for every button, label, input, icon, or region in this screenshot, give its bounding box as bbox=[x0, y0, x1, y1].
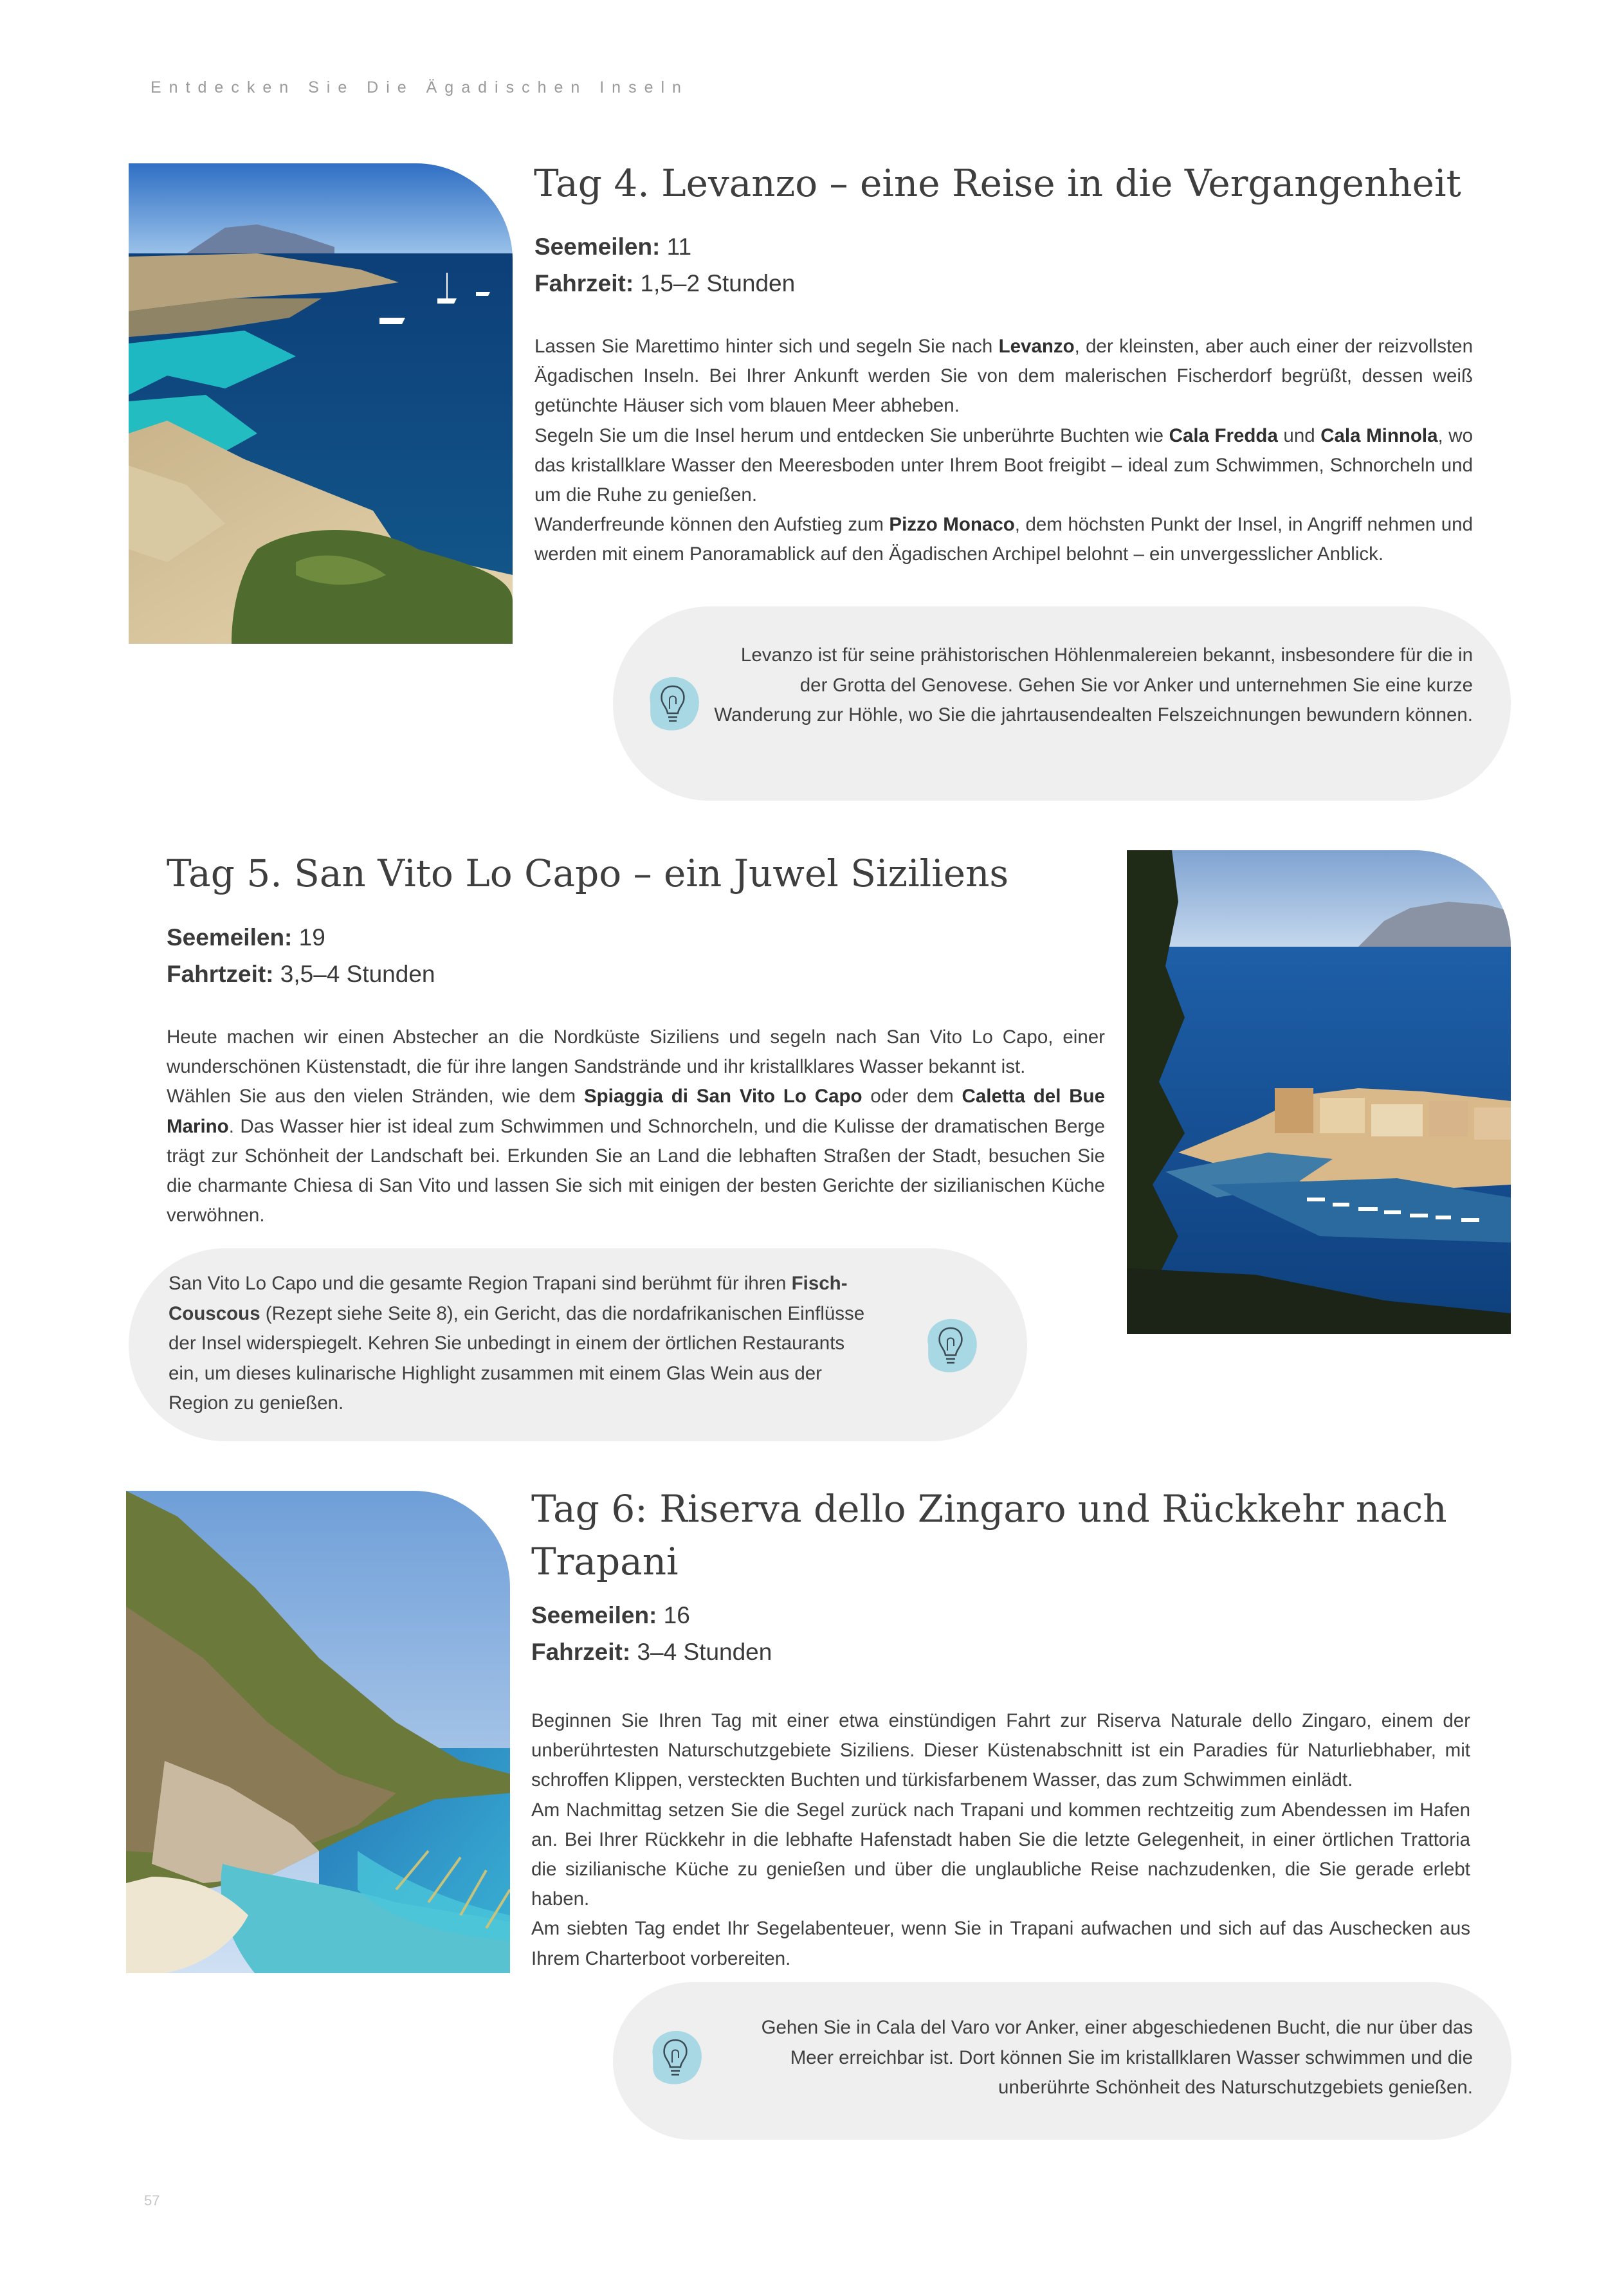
day5-nautical-miles: Seemeilen: 19 bbox=[167, 924, 325, 951]
bold-text: Cala Minnola bbox=[1320, 424, 1438, 446]
day5-meta bbox=[167, 919, 435, 992]
bold-text: Pizzo Monaco bbox=[889, 514, 1015, 536]
day4-meta bbox=[534, 228, 795, 302]
paragraph bbox=[167, 1082, 1105, 1230]
day6-meta bbox=[531, 1597, 772, 1670]
zingaro-reserve-photo bbox=[126, 1491, 510, 1973]
day5-body bbox=[167, 1023, 1105, 1230]
paragraph bbox=[534, 510, 1473, 569]
bold-text: Spiaggia di San Vito Lo Capo bbox=[583, 1086, 862, 1107]
bold-text: Levanzo bbox=[998, 336, 1075, 357]
text-run: , dem höchsten Punkt der Insel, in Angriff nehmen und werden mit einem Panoramablick auf den Ägadischen Archipel belohnt – ein unvergesslicher Anblick. bbox=[534, 514, 1473, 565]
text-run: Segeln Sie um die Insel herum und entdecken Sie unberührte Buchten wie bbox=[534, 424, 1169, 446]
text-run: (Rezept siehe Seite 8), ein Gericht, das die nordafrikanischen Einflüsse der Insel widerspiegelt. Kehren Sie unbedingt in einem der örtlichen Restaurants ein, um dieses kulinarische Highlight zusammen mit einem Glas Wein aus der Region zu genießen. bbox=[169, 1302, 865, 1414]
text-run: oder dem bbox=[862, 1086, 962, 1107]
paragraph bbox=[531, 1796, 1470, 1915]
day5-sailing-time: Fahrtzeit: 3,5–4 Stunden bbox=[167, 961, 435, 987]
text-run: Wanderfreunde können den Aufstieg zum bbox=[534, 514, 890, 536]
paragraph bbox=[167, 1023, 1105, 1082]
san-vito-harbour-photo bbox=[1127, 850, 1511, 1334]
day4-body bbox=[534, 332, 1473, 570]
day6-tip-text: Gehen Sie in Cala del Varo vor Anker, einer abgeschiedenen Bucht, die nur über das Meer erreichbar ist. Dort können Sie im kristallklaren Wasser schwimmen und die unberührte Schönheit des Naturschutzgebiets genießen. bbox=[761, 2017, 1473, 2098]
text-run: , der kleinsten, aber auch einer der reizvollsten Ägadischen Inseln. Bei Ihrer Ankunft werden Sie von dem malerischen Fischerdorf begrüßt, dessen weiß getünchte Häuser sich vom blauen Meer abheben. bbox=[534, 336, 1473, 417]
day4-tip-text: Levanzo ist für seine prähistorischen Höhlenmalereien bekannt, insbesondere für die in der Grotta del Genovese. Gehen Sie vor Anker und unternehmen Sie eine kurze Wanderung zur Höhle, wo Sie die jahrtausendealten Felszeichnungen bewundern können. bbox=[714, 644, 1473, 725]
day4-sailing-time: Fahrzeit: 1,5–2 Stunden bbox=[534, 270, 796, 296]
lightbulb-icon bbox=[915, 1309, 986, 1380]
text-run: San Vito Lo Capo und die gesamte Region Trapani sind berühmt für ihren bbox=[169, 1273, 792, 1294]
day6-sailing-time: Fahrzeit: 3–4 Stunden bbox=[531, 1639, 772, 1665]
text-run: , wo das kristallklare Wasser den Meeresboden unter Ihrem Boot freigibt – ideal zum Schwimmen, Schnorcheln und um die Ruhe zu genießen. bbox=[534, 424, 1473, 506]
bold-text: Cala Fredda bbox=[1169, 424, 1278, 446]
page-number: 57 bbox=[144, 2192, 160, 2209]
bold-text: Caletta del Bue Marino bbox=[167, 1086, 1105, 1137]
text-run: Beginnen Sie Ihren Tag mit einer etwa einstündigen Fahrt zur Riserva Naturale dello Zingaro, einem der unberührtesten Naturschutzgebiete Siziliens. Dieser Küstenabschnitt ist ein Paradies für Naturliebhaber, mit schroffen Klippen, versteckten Buchten und türkisfarbenem Wasser, das zum Schwimmen einlädt. bbox=[531, 1710, 1470, 1791]
paragraph bbox=[531, 1706, 1470, 1796]
text-run: Am Nachmittag setzen Sie die Segel zurück nach Trapani und kommen rechtzeitig zum Abendessen im Hafen an. Bei Ihrer Rückkehr in die lebhafte Hafenstadt haben Sie die letzte Gelegenheit, in einer örtlichen Trattoria die sizilianische Küche zu genießen und über die unglaubliche Reise nachzudenken, die Sie gerade erlebt haben. bbox=[531, 1799, 1470, 1910]
paragraph bbox=[534, 332, 1473, 421]
day5-tip-text bbox=[169, 1269, 876, 1419]
text-run: Heute machen wir einen Abstecher an die Nordküste Siziliens und segeln nach San Vito Lo Capo, einer wunderschönen Küstenstadt, die für ihre langen Sandstrände und ihr kristallklares Wasser bekannt ist. bbox=[167, 1026, 1105, 1078]
text-run: Lassen Sie Marettimo hinter sich und segeln Sie nach bbox=[534, 336, 999, 357]
paragraph bbox=[531, 1914, 1470, 1973]
day6-body bbox=[531, 1706, 1470, 1974]
running-header: Entdecken Sie Die Ägadischen Inseln bbox=[151, 78, 689, 96]
day6-title: Tag 6: Riserva dello Zingaro und Rückkehr nach Trapani bbox=[531, 1487, 1447, 1583]
lightbulb-icon bbox=[640, 2021, 711, 2091]
bold-text: Fisch-Couscous bbox=[169, 1273, 848, 1324]
text-run: . Das Wasser hier ist ideal zum Schwimmen und Schnorcheln, und die Kulisse der dramatischen Berge trägt zur Schönheit der Landschaft bei. Erkunden Sie an Land die lebhaften Straßen der Stadt, besuchen Sie die charmante Chiesa di San Vito und lassen Sie sich mit einigen der besten Gerichte der sizilianischen Küche verwöhnen. bbox=[167, 1115, 1105, 1226]
levanzo-coast-photo bbox=[129, 163, 513, 644]
day4-title: Tag 4. Levanzo – eine Reise in die Vergangenheit bbox=[534, 161, 1461, 205]
lightbulb-icon bbox=[637, 667, 708, 738]
text-run: Am siebten Tag endet Ihr Segelabenteuer, wenn Sie in Trapani aufwachen und sich auf das Auschecken aus Ihrem Charterboot vorbereiten. bbox=[531, 1918, 1470, 1969]
paragraph bbox=[534, 421, 1473, 511]
text-run: und bbox=[1277, 424, 1321, 446]
day5-title: Tag 5. San Vito Lo Capo – ein Juwel Siziliens bbox=[167, 852, 1009, 895]
day4-nautical-miles: Seemeilen: 11 bbox=[534, 233, 692, 260]
text-run: Wählen Sie aus den vielen Stränden, wie dem bbox=[167, 1086, 584, 1107]
day6-nautical-miles: Seemeilen: 16 bbox=[531, 1602, 690, 1628]
